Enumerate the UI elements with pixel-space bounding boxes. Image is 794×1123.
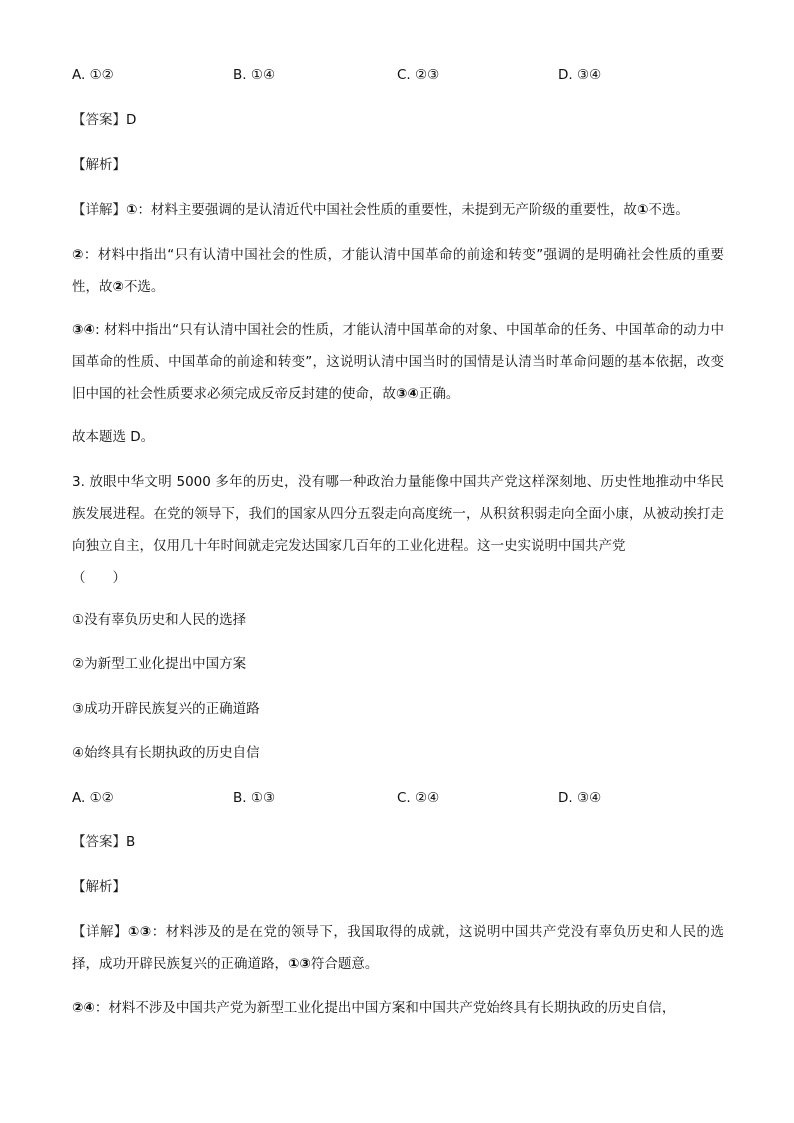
q2-answer	[72, 110, 136, 130]
detail-end: 正确。	[418, 386, 460, 402]
detail-text: ：材料中指出“只有认清中国社会的性质，才能认清中国革命的前途和转变”强调的是明确社会性质的重要性，故	[72, 247, 724, 295]
q3-analysis-tag: 【解析】	[72, 879, 126, 895]
q2-detail-1	[72, 194, 724, 226]
q2-options	[72, 65, 732, 85]
q3-statement-1: ①没有辜负历史和人民的选择	[72, 612, 247, 628]
detail-text: : 材料中指出“只有认清中国社会的性质，才能认清中国革命的对象、中国革命的任务、中国革命的动力中国革命的性质、中国革命的前途和转变”，这说明认清中国当时的国情是认清当时革命问题的基本依据，改变旧中国的社会性质要求必须完成反帝反封建的使命，故	[72, 322, 724, 402]
detail-end: 不选。	[648, 202, 689, 218]
detail-mark: ①	[126, 202, 138, 218]
q3-option-c: C. ②④	[397, 790, 440, 806]
detail-mark: ②	[112, 279, 124, 295]
detail-end: 符合题意。	[310, 956, 379, 972]
detail-tag: 【详解】	[72, 924, 128, 940]
answer-value: B	[126, 834, 136, 850]
q3-detail-2	[72, 992, 724, 1024]
answer-value: D	[126, 112, 137, 128]
q2-detail-3	[72, 314, 724, 410]
answer-tag: 【答案】	[72, 112, 126, 128]
q3-options	[72, 788, 732, 808]
q3-detail-1	[72, 916, 724, 980]
q3-statement-2: ②为新型工业化提出中国方案	[72, 656, 247, 672]
q2-option-a: A. ①②	[72, 67, 114, 83]
detail-mark: ①	[636, 202, 649, 218]
q2-detail-2	[72, 239, 724, 303]
q3-statement-3: ③成功开辟民族复兴的正确道路	[72, 701, 260, 717]
detail-tag: 【详解】	[72, 202, 126, 218]
q2-option-b: B. ①④	[233, 67, 276, 83]
detail-mark: ②	[72, 247, 84, 263]
detail-end: 不选。	[123, 279, 165, 295]
q3-blank: （ ）	[72, 570, 126, 586]
q3-option-d: D. ③④	[558, 790, 602, 806]
detail-text: ：材料不涉及中国共产党为新型工业化提出中国方案和中国共产党始终具有长期执政的历史自信，	[94, 1000, 676, 1016]
detail-text: ：材料主要强调的是认清近代中国社会性质的重要性，未提到无产阶级的重要性，故	[137, 202, 637, 218]
q2-option-c: C. ②③	[397, 67, 440, 83]
q3-statement-4: ④始终具有长期执政的历史自信	[72, 745, 260, 761]
q3-option-b: B. ①③	[233, 790, 276, 806]
detail-text: ：材料涉及的是在党的领导下，我国取得的成就，这说明中国共产党没有辜负历史和人民的选择，成功开辟民族复兴的正确道路，	[72, 924, 725, 972]
answer-tag: 【答案】	[72, 834, 126, 850]
q3-option-a: A. ①②	[72, 790, 114, 806]
detail-mark: ③④	[396, 386, 419, 402]
q3-answer	[72, 832, 135, 852]
q3-stem-text: 3. 放眼中华文明 5000 多年的历史，没有哪一种政治力量能像中国共产党这样深刻地、历史性地推动中华民族发展进程。在党的领导下，我们的国家从四分五裂走向高度统一，从积贫积弱走向全面小康，从被动挨打走向独立自主，仅用几十年时间就走完发达国家几百年的工业化进程。这一史实说明中国共产党	[72, 474, 724, 554]
detail-mark: ③④	[72, 322, 96, 338]
q2-option-d: D. ③④	[558, 67, 602, 83]
detail-mark: ①③	[288, 956, 311, 972]
q2-analysis-tag: 【解析】	[72, 157, 126, 173]
detail-mark: ②④	[72, 1000, 95, 1016]
q2-conclusion: 故本题选 D。	[72, 429, 155, 445]
detail-mark: ①③	[127, 924, 152, 940]
q3-stem	[72, 466, 724, 594]
